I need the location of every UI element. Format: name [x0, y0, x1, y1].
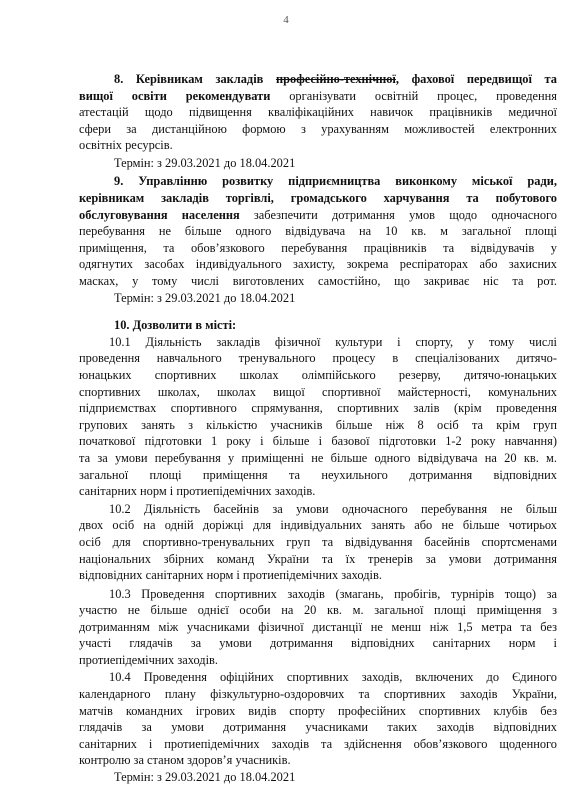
p103-line: дотриманням між учасниками фізичної дистанції не менш ніж 1,5 метра та без [79, 619, 557, 634]
s8-line-3: атестацій щодо підвищення кваліфікаційних навичок працівників медичної [79, 105, 557, 120]
p101-line: 10.1 Діяльність закладів фізичної культури і спорту, у тому числі [109, 334, 557, 349]
p102-line: осіб для спортивно-тренувальних груп та відвідування басейнів спортсменами [79, 534, 557, 549]
s8-line-2-rest: організувати освітній процес, проведення [270, 88, 557, 103]
page-number: 4 [283, 14, 289, 26]
p103-line: участю не більше однієї особи на 20 кв. м. загальної площі приміщення з [79, 603, 557, 618]
p101-line: початкової підготовки 1 року і більше і базової підготовки 1-2 року навчання) [79, 434, 557, 449]
p102-line: відповідних санітарних норм і протиепідемічних заходів. [79, 568, 382, 583]
s9-line-7: масках, у тому числі виготовлених самостійно, що закриває ніс та рот. [79, 273, 557, 288]
p104-line: 10.4 Проведення офіційних спортивних заходів, включених до Єдиного [109, 670, 557, 685]
s9-term: Термін: з 29.03.2021 до 18.04.2021 [114, 290, 296, 305]
s9-line-5: приміщення, та обов’язкового перебування працівників та відвідувачів у [79, 240, 557, 255]
s9-line-3-rest: забезпечити дотримання умов щодо одночасного [239, 207, 557, 222]
s9-line-4: перебування не більше одного відвідувача на 10 кв. м загальної площі [79, 224, 557, 239]
s9-line-1: 9. Управлінню розвитку підприємництва виконкому міської ради, [114, 174, 557, 189]
p103-line: 10.3 Проведення спортивних заходів (змагань, пробігів, турнірів тощо) за [109, 586, 557, 601]
s8-bold-phrase: вищої освіти рекомендувати [79, 88, 271, 103]
p101-line: групових занять з кількістю учасників більше ніж 8 осіб та крім груп [79, 417, 557, 432]
s9-line-6: одягнутих засобах індивідуального захисту, зокрема респіраторах або захисних [79, 257, 557, 272]
s9-line-2: керівникам закладів торгівлі, громадського харчування та побутового [79, 190, 557, 205]
s8-head-rest: , фахової передвищої та [395, 72, 557, 86]
s8-line-5: освітніх ресурсів. [79, 138, 173, 153]
s8-line-4: сфери за дистанційною формою з урахуванням можливостей електронних [79, 121, 557, 136]
p101-line: юнацьких спортивних школах олімпійського резерву, дитячо-юнацьких [79, 368, 557, 382]
p104-line: глядачів за умови дотримання учасниками таких заходів відповідних [79, 720, 557, 735]
p104-line: санітарних і протиепідемічних заходів та здійснення обов’язкового щоденного [79, 736, 557, 751]
p101-line: та за умови перебування у приміщенні не більше одного відвідувача на 20 кв. м. [79, 451, 557, 465]
p104-line: календарного плану фізкультурно-оздоровчих та спортивних заходів України, [79, 687, 557, 701]
p101-line: санітарних норм і протиепідемічних заходів. [79, 484, 316, 499]
p101-line: підприємствах спортивного спрямування, спортивних залів (крім проведення [79, 401, 557, 416]
s8-lead: 8. Керівникам закладів [114, 72, 264, 86]
p103-line: протиепідемічних заходів. [79, 652, 219, 667]
p103-line: участі глядачів за умови дотримання відповідних санітарних норм і [79, 636, 557, 651]
p101-line: проведення навчального тренувального процесу в спеціалізованих дитячо- [79, 351, 557, 366]
p102-line: двох осіб на одній доріжці для індивідуальних занять або не більше чотирьох [79, 518, 557, 533]
s8-struck-word: професійно-технічної [275, 72, 396, 86]
p101-line: спортивних школах, школах вищої спортивної майстерності, комунальних [79, 384, 557, 399]
p104-line: контролю за станом здоров’я учасників. [79, 753, 291, 768]
s8-line-1 [79, 70, 557, 88]
s8-line-2 [79, 87, 557, 105]
s10-heading: 10. Дозволити в місті: [114, 318, 237, 333]
s9-bold-phrase: обслуговування населення [79, 207, 240, 222]
p101-line: загальної площі приміщення та неухильного дотримання відповідних [79, 467, 557, 482]
s10-term: Термін: з 29.03.2021 до 18.04.2021 [114, 770, 296, 784]
s8-term: Термін: з 29.03.2021 до 18.04.2021 [114, 155, 296, 170]
p104-line: матчів командних ігрових видів спорту професійних спортивних клубів без [79, 703, 557, 718]
s9-line-3 [79, 206, 557, 224]
p102-line: 10.2 Діяльність басейнів за умови одночасного перебування не більш [109, 501, 557, 516]
p102-line: національних збірних команд України та їх тренерів за умови дотримання [79, 551, 557, 566]
